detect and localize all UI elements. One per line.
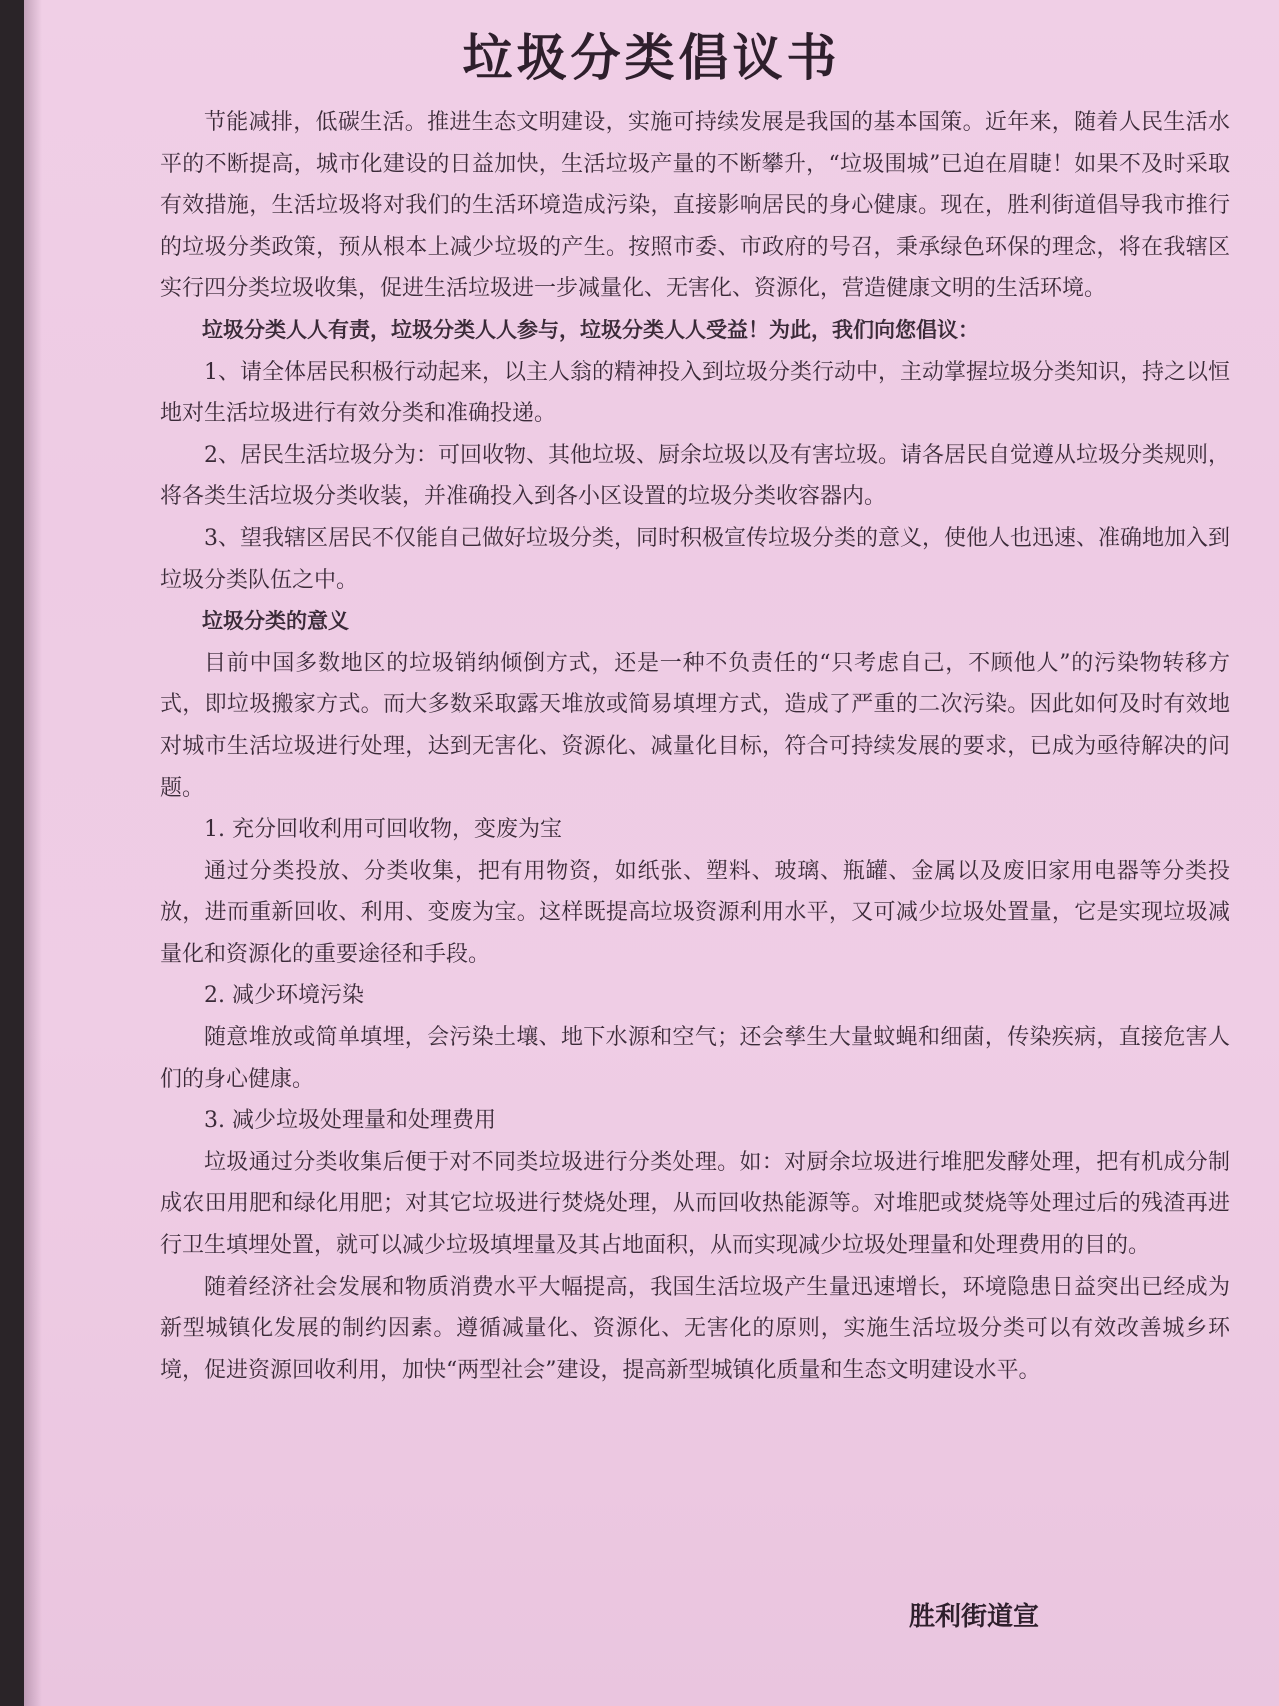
significance-paragraph: 目前中国多数地区的垃圾销纳倾倒方式，还是一种不负责任的“只考虑自己，不顾他人”的污染物转移方式，即垃圾搬家方式。而大多数采取露天堆放或简易填埋方式，造成了严重的二次污染。因此如何及时有效地对城市生活垃圾进行处理，达到无害化、资源化、减量化目标，符合可持续发展的要求，已成为亟待解决的问题。 bbox=[160, 650, 1230, 801]
recycle-paragraph: 通过分类投放、分类收集，把有用物资，如纸张、塑料、玻璃、瓶罐、金属以及废旧家用电器等分类投放，进而重新回收、利用、变废为宝。这样既提高垃圾资源利用水平，又可减少垃圾处置量，它是实现垃圾减量化和资源化的重要途径和手段。 bbox=[160, 858, 1230, 967]
subheading-cost: 3. 减少垃圾处理量和处理费用 bbox=[204, 1108, 496, 1134]
pollution-paragraph: 随意堆放或简单填埋，会污染土壤、地下水源和空气；还会孳生大量蚊蝇和细菌，传染疾病，直接危害人们的身心健康。 bbox=[160, 1025, 1230, 1092]
proposal-item-2: 2、居民生活垃圾分为：可回收物、其他垃圾、厨余垃圾以及有害垃圾。请各居民自觉遵从垃圾分类规则，将各类生活垃圾分类收装，并准确投入到各小区设置的垃圾分类收容器内。 bbox=[160, 442, 1231, 510]
leaflet-sheet bbox=[24, 0, 1279, 1706]
document-body bbox=[160, 102, 1230, 1391]
proposal-item-3: 3、望我辖区居民不仅能自己做好垃圾分类，同时积极宣传垃圾分类的意义，使他人也迅速、准确地加入到垃圾分类队伍之中。 bbox=[160, 525, 1231, 593]
subheading-recycle: 1. 充分回收利用可回收物，变废为宝 bbox=[204, 817, 562, 843]
proposal-item-1: 1、请全体居民积极行动起来，以主人翁的精神投入到垃圾分类行动中，主动掌握垃圾分类知识，持之以恒地对生活垃圾进行有效分类和准确投递。 bbox=[160, 359, 1231, 427]
subheading-pollution: 2. 减少环境污染 bbox=[204, 983, 364, 1009]
document-title: 垃圾分类倡议书 bbox=[462, 29, 841, 87]
conclusion-paragraph: 随着经济社会发展和物质消费水平大幅提高，我国生活垃圾产生量迅速增长，环境隐患日益突出已经成为新型城镇化发展的制约因素。遵循减量化、资源化、无害化的原则，实施生活垃圾分类可以有效改善城乡环境，促进资源回收利用，加快“两型社会”建设，提高新型城镇化质量和生态文明建设水平。 bbox=[160, 1274, 1230, 1383]
appeal-paragraph: 垃圾分类人人有责，垃圾分类人人参与，垃圾分类人人受益！为此，我们向您倡议： bbox=[202, 317, 979, 342]
intro-paragraph: 节能减排，低碳生活。推进生态文明建设，实施可持续发展是我国的基本国策。近年来，随着人民生活水平的不断提高，城市化建设的日益加快，生活垃圾产量的不断攀升，“垃圾围城”已迫在眉睫！如果不及时采取有效措施，生活垃圾将对我们的生活环境造成污染，直接影响居民的身心健康。现在，胜利街道倡导我市推行的垃圾分类政策，预从根本上减少垃圾的产生。按照市委、市政府的号召，秉承绿色环保的理念，将在我辖区实行四分类垃圾收集，促进生活垃圾进一步减量化、无害化、资源化，营造健康文明的生活环境。 bbox=[160, 110, 1230, 302]
signature: 胜利街道宣 bbox=[908, 1602, 1039, 1632]
significance-heading: 垃圾分类的意义 bbox=[202, 609, 349, 634]
cost-paragraph: 垃圾通过分类收集后便于对不同类垃圾进行分类处理。如：对厨余垃圾进行堆肥发酵处理，把有机成分制成农田用肥和绿化用肥；对其它垃圾进行焚烧处理，从而回收热能源等。对堆肥或焚烧等处理过后的残渣再进行卫生填埋处置，就可以减少垃圾填埋量及其占地面积，从而实现减少垃圾处理量和处理费用的目的。 bbox=[160, 1149, 1230, 1259]
